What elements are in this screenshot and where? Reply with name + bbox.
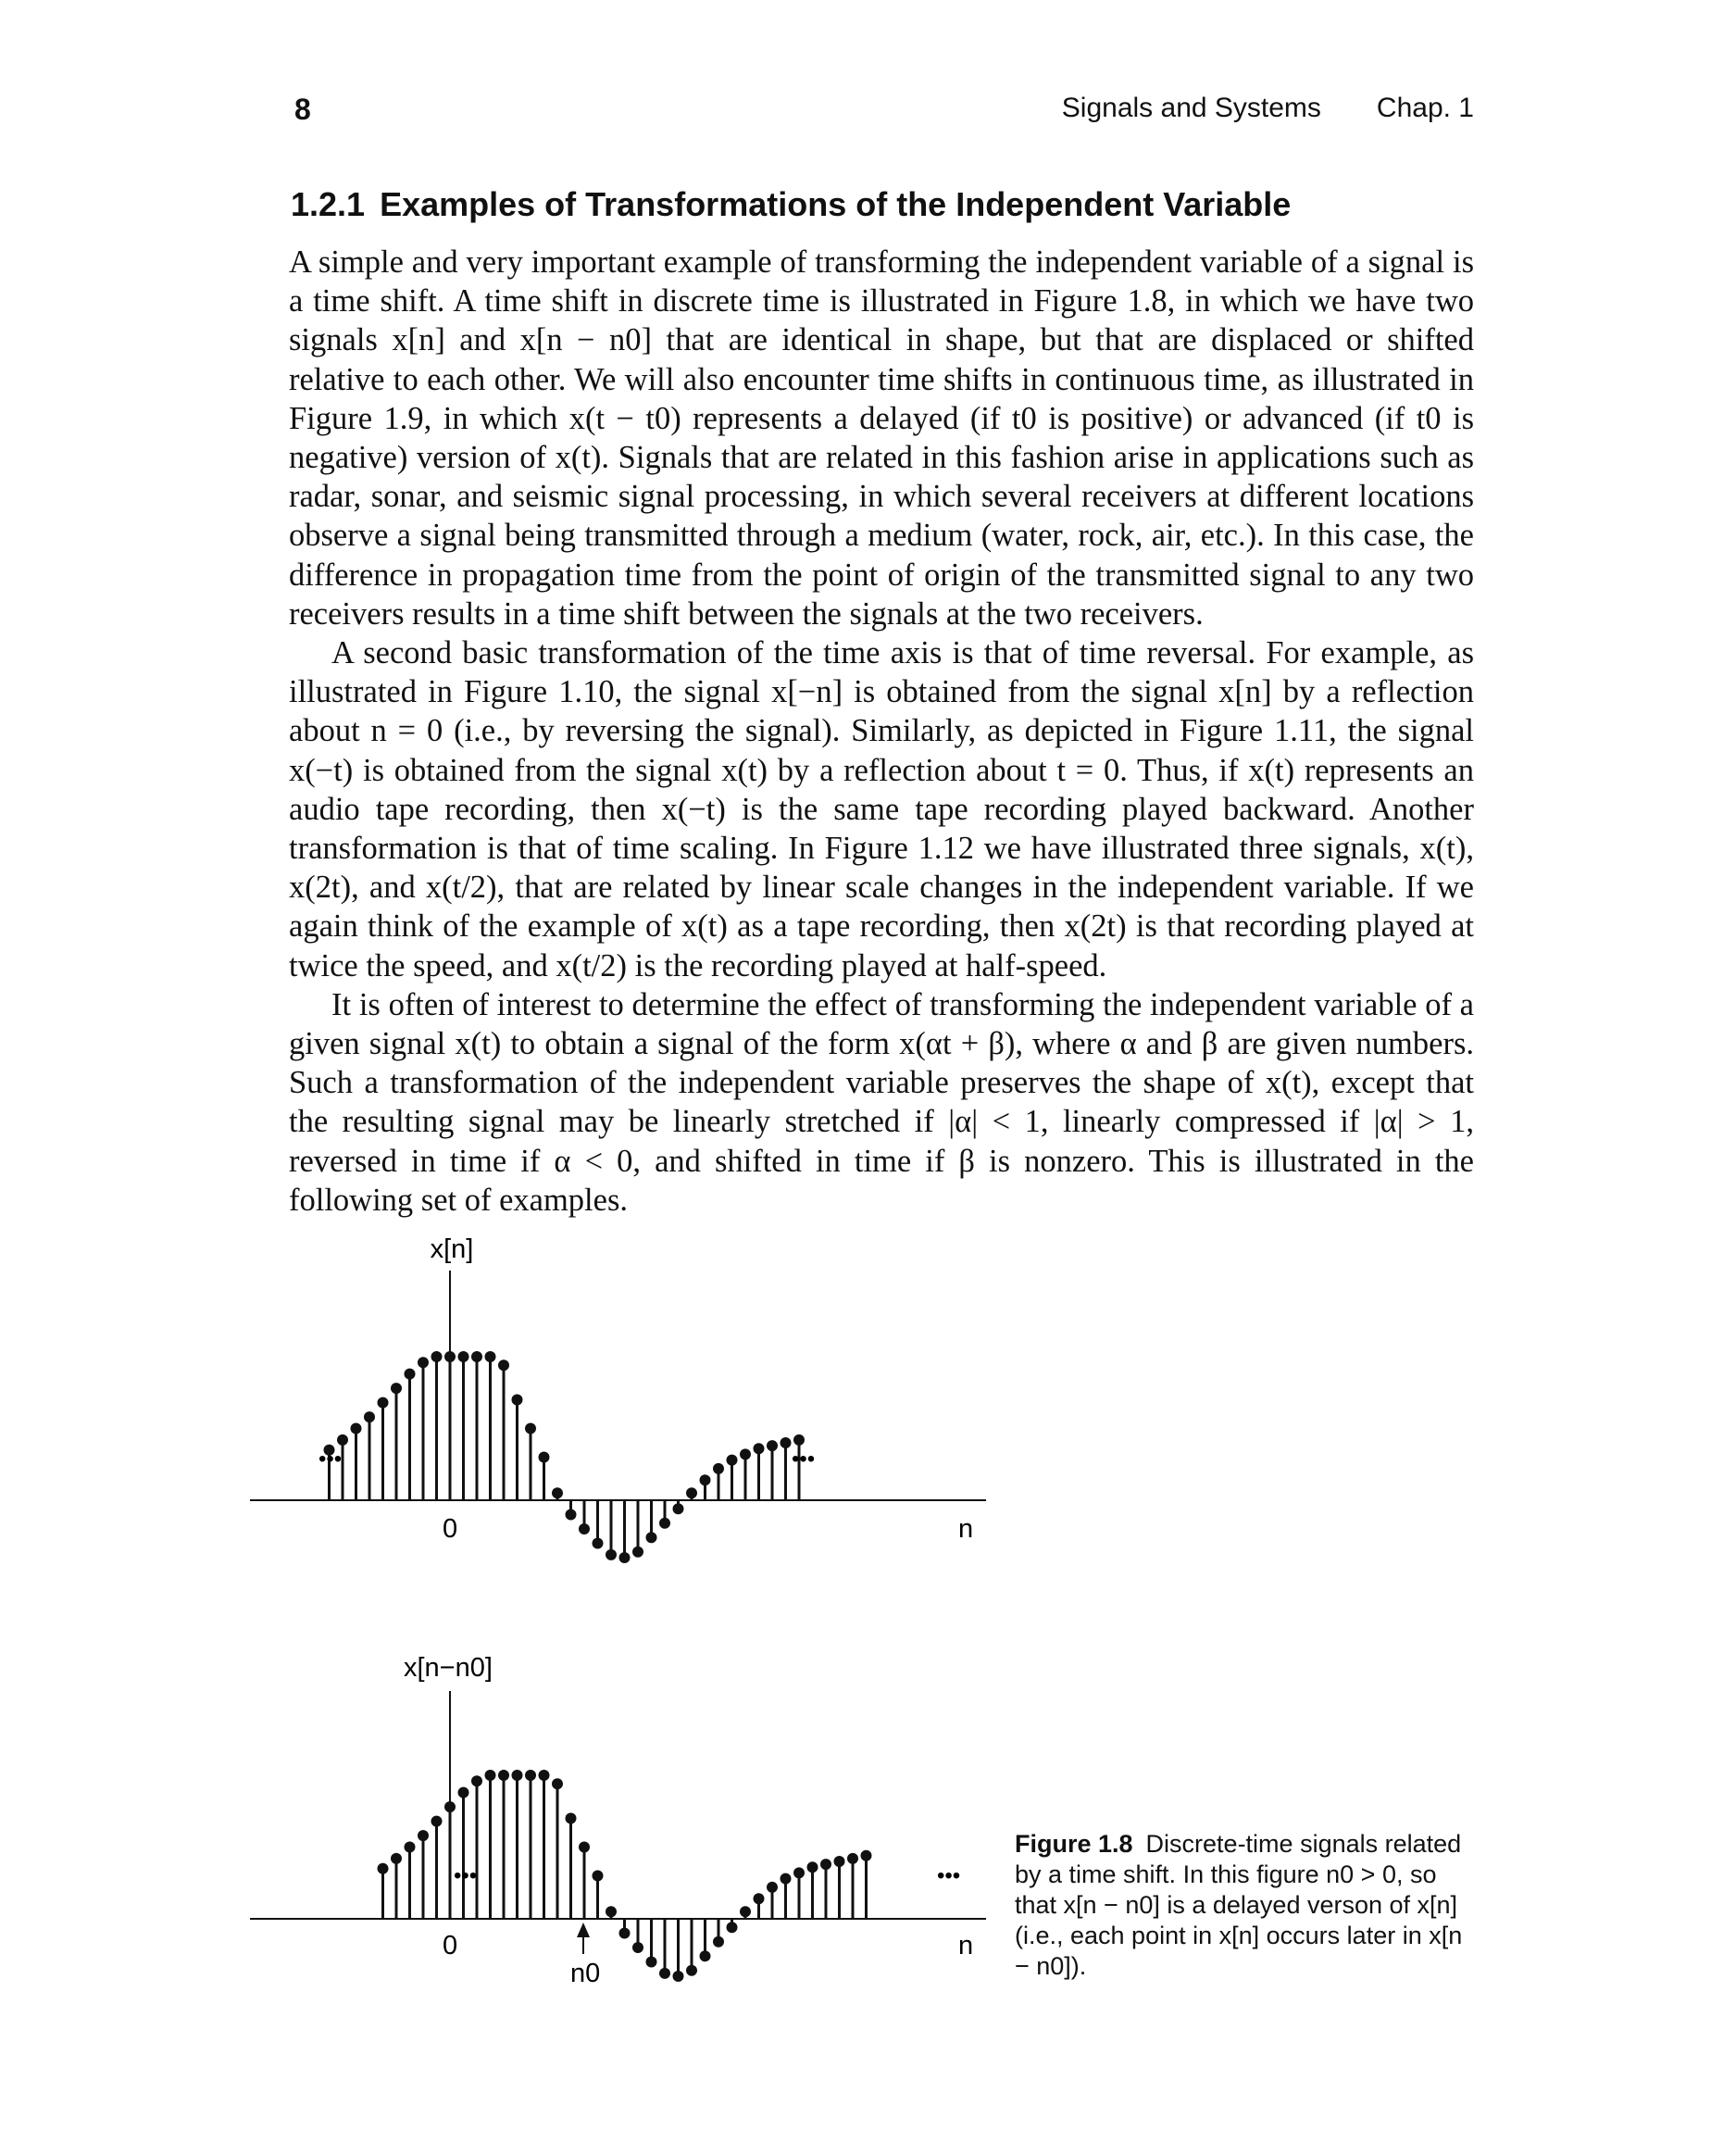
bottom-stem-point xyxy=(471,1775,482,1786)
top-stem-point xyxy=(673,1503,684,1514)
top-stem-point xyxy=(566,1509,577,1521)
bottom-stem-point xyxy=(593,1871,604,1882)
top-stem-point xyxy=(498,1359,509,1371)
top-stem-point xyxy=(391,1383,402,1394)
bottom-stem-point xyxy=(566,1813,577,1824)
top-stem-point xyxy=(378,1397,389,1409)
top-stem-point xyxy=(700,1474,711,1485)
top-stem-point xyxy=(727,1455,738,1466)
caption-text: Discrete-time signals related by a time shift. In this figure n0 > 0, so that x[n − n0] is a delayed verson of x[n] (i.e., each point in x[n] occurs later in x[n − n0]). xyxy=(1015,1830,1463,1980)
top-stem-point xyxy=(619,1552,631,1563)
top-stem-point xyxy=(458,1351,469,1362)
top-stem-point xyxy=(579,1523,590,1534)
bottom-stem-point xyxy=(659,1968,670,1979)
bottom-stem-point xyxy=(418,1830,429,1841)
bottom-stem-point xyxy=(431,1816,443,1827)
bottom-right-ellipsis: ••• xyxy=(937,1863,961,1888)
chapter-label: Chap. 1 xyxy=(1376,93,1474,123)
bottom-stem-point xyxy=(632,1942,643,1953)
bottom-stem-point xyxy=(673,1971,684,1982)
caption-label: Figure 1.8 xyxy=(1015,1830,1133,1858)
top-stem-point xyxy=(431,1351,443,1362)
top-stem-point xyxy=(754,1443,765,1454)
paragraph-2: A second basic transformation of the time axis is that of time reversal. For example, as illustrated in Figure 1.10, the signal x[−n] is obtained from the signal x[n] by a reflection about n = 0 (i.e., by reversing the signal). Similarly, as depicted in Figure 1.11, the signal x(−t) is obtained from the signal x(t) by a reflection about t = 0. Thus, if x(t) represents an audio tape recording, then x(−t) is the same tape recording played backward. Another transformation is that of time scaling. In Figure 1.12 we have illustrated three signals, x(t), x(2t), and x(t/2), that are related by linear scale changes in the independent variable. If we again think of the example of x(t) as a tape recording, then x(2t) is that recording played at twice the speed, and x(t/2) is the recording played at half-speed. xyxy=(289,635,1474,983)
bottom-stem-point xyxy=(793,1867,805,1878)
bottom-stem-point xyxy=(820,1859,831,1870)
bottom-stem-point xyxy=(781,1873,792,1885)
bottom-stem-point xyxy=(444,1801,456,1812)
top-ylabel: x[n] xyxy=(430,1234,474,1264)
top-stem-point xyxy=(539,1452,550,1463)
figure-1-8 xyxy=(241,1222,1009,2019)
page-number: 8 xyxy=(294,93,311,126)
top-stem-point xyxy=(793,1434,805,1446)
section-number: 1.2.1 xyxy=(291,185,366,223)
top-stem-point xyxy=(606,1549,617,1560)
bottom-stem-point xyxy=(754,1893,765,1904)
figure-caption xyxy=(1015,1829,1478,1982)
top-stem-point xyxy=(781,1437,792,1448)
bottom-plot xyxy=(250,1653,986,1988)
top-stem-point xyxy=(713,1463,724,1474)
bottom-ylabel: x[n−n0] xyxy=(404,1653,493,1683)
bottom-stem-point xyxy=(700,1950,711,1961)
top-stem-point xyxy=(525,1423,536,1434)
paragraph-1: A simple and very important example of transforming the independent variable of a signal is a time shift. A time shift in discrete time is illustrated in Figure 1.8, in which we have two signals x[n] and x[n − n0] that are identical in shape, but that are displaced or shifted relative to each other. We will also encounter time shifts in continuous time, as illustrated in Figure 1.9, in which x(t − t0) represents a delayed (if t0 is positive) or advanced (if t0 is negative) version of x(t). Signals that are related in this fashion arise in applications such as radar, sonar, and seismic signal processing, in which several receivers at different locations observe a signal being transmitted through a medium (water, rock, air, etc.). In this case, the difference in propagation time from the point of origin of the transmitted signal to any two receivers results in a time shift between the signals at the two receivers. xyxy=(289,244,1474,632)
bottom-origin-label: 0 xyxy=(443,1931,458,1960)
top-stem-point xyxy=(659,1518,670,1529)
top-stem-point xyxy=(512,1395,523,1406)
top-origin-label: 0 xyxy=(443,1514,458,1544)
top-stem-point xyxy=(632,1547,643,1558)
page-header xyxy=(294,93,1474,139)
top-stem-point xyxy=(646,1532,657,1543)
bottom-stem-point xyxy=(834,1856,845,1867)
bottom-stem-point xyxy=(847,1853,858,1864)
bottom-xlabel: n xyxy=(958,1931,974,1960)
bottom-stem-point xyxy=(525,1770,536,1781)
top-left-ellipsis: ••• xyxy=(318,1447,343,1472)
top-stem-point xyxy=(471,1351,482,1362)
bottom-stem-point xyxy=(646,1957,657,1968)
bottom-stem-point xyxy=(539,1770,550,1781)
top-stem-point xyxy=(485,1351,496,1362)
bottom-shift-label: n0 xyxy=(570,1959,601,1988)
bottom-stem-point xyxy=(552,1778,563,1789)
bottom-stem-point xyxy=(458,1787,469,1798)
top-stems xyxy=(324,1351,806,1563)
top-stem-point xyxy=(351,1423,362,1434)
top-stem-point xyxy=(686,1487,697,1498)
body-text xyxy=(289,243,1474,1220)
bottom-stem-point xyxy=(727,1922,738,1933)
top-right-ellipsis: ••• xyxy=(792,1447,816,1472)
bottom-stem-point xyxy=(579,1842,590,1853)
top-stem-point xyxy=(552,1487,563,1498)
bottom-stem-point xyxy=(619,1928,631,1939)
bottom-stem-point xyxy=(512,1770,523,1781)
bottom-stem-point xyxy=(391,1853,402,1864)
bottom-stem-point xyxy=(861,1850,872,1861)
shift-arrow-icon xyxy=(577,1923,590,1937)
bottom-stem-point xyxy=(740,1906,751,1917)
section-heading xyxy=(291,185,1291,224)
bottom-stem-point xyxy=(686,1965,697,1976)
bottom-stem-point xyxy=(405,1842,416,1853)
top-stem-point xyxy=(405,1369,416,1380)
top-stem-point xyxy=(418,1357,429,1368)
bottom-stem-point xyxy=(378,1863,389,1874)
paragraph-3: It is often of interest to determine the effect of transforming the independent variable of a given signal x(t) to obtain a signal of the form x(αt + β), where α and β are given numbers. Such a transformation of the independent variable preserves the shape of x(t), except that the resulting signal may be linearly stretched if |α| < 1, linearly compressed if |α| > 1, reversed in time if α < 0, and shifted in time if β is nonzero. This is illustrated in the following set of examples. xyxy=(289,986,1474,1218)
top-stem-point xyxy=(593,1538,604,1549)
top-xlabel: n xyxy=(958,1514,974,1544)
bottom-stem-point xyxy=(807,1861,818,1873)
top-stem-point xyxy=(444,1351,456,1362)
top-stem-point xyxy=(740,1448,751,1459)
bottom-left-ellipsis: ••• xyxy=(454,1863,478,1888)
top-stem-point xyxy=(337,1434,348,1446)
top-stem-point xyxy=(767,1440,778,1451)
section-title: Examples of Transformations of the Independent Variable xyxy=(380,185,1292,223)
running-title: Signals and Systems xyxy=(1061,93,1321,123)
bottom-stem-point xyxy=(606,1906,617,1917)
bottom-stem-point xyxy=(485,1770,496,1781)
top-plot xyxy=(250,1234,986,1563)
bottom-stem-point xyxy=(713,1936,724,1948)
top-stem-point xyxy=(364,1411,375,1422)
bottom-stem-point xyxy=(498,1770,509,1781)
running-head xyxy=(1062,93,1474,124)
bottom-stem-point xyxy=(767,1882,778,1893)
